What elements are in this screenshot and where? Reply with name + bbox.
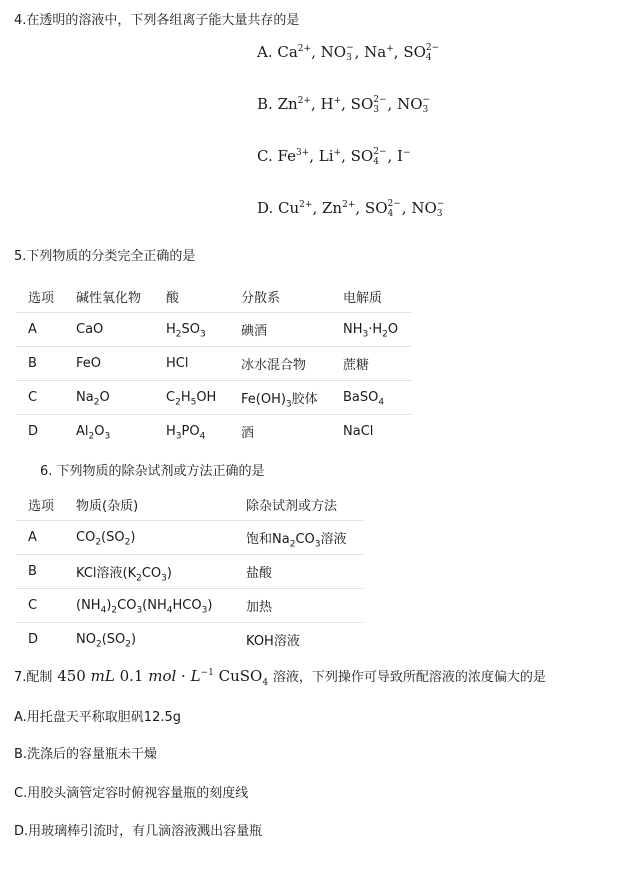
q6-table — [16, 488, 363, 656]
ion: H+ — [320, 95, 342, 113]
q4-option-a: A. $Ca^{2+}$, NO − 3 , Na+, SO 2− 4 — [257, 43, 440, 63]
table-cell: C — [16, 381, 64, 415]
table-row — [16, 589, 363, 623]
q7-solute-sub: 4 — [262, 678, 269, 688]
option-letter: C. — [257, 147, 278, 165]
q7-conc: 0.1 — [119, 667, 144, 685]
table-row — [16, 347, 412, 381]
table-cell: $Al_2O_3$ — [76, 424, 111, 442]
q5-stem: 5.下列物质的分类完全正确的是 — [14, 249, 196, 264]
q4-option-b: B. $Zn^{2+}$, H+, SO 2− 3 , NO − 3 — [257, 95, 431, 115]
q5-table — [16, 280, 412, 448]
table-cell: A — [16, 521, 64, 555]
q7-option-d: D.用玻璃棒引流时，有几滴溶液溅出容量瓶 — [14, 824, 263, 839]
ion: SO 2− 4 — [364, 199, 401, 219]
table-cell: KOH溶液 — [246, 634, 300, 649]
q7-prefix: 7.配制 — [14, 670, 53, 685]
table-cell: 蔗糖 — [331, 347, 412, 381]
ion: $Ca^{2+}$ — [277, 43, 312, 61]
option-letter: A. — [257, 43, 278, 61]
ion: SO 2− 4 — [403, 43, 440, 63]
table-row — [16, 521, 363, 555]
ion: $Zn^{2+}$ — [322, 199, 356, 217]
table-cell: $H_3PO_4$ — [166, 424, 206, 442]
q7-conc-unit-l: L — [190, 667, 201, 685]
q4-option-d: D. $Cu^{2+}$, $Zn^{2+}$, SO 2− 4 , NO − 3 — [257, 199, 445, 219]
table-cell: D — [28, 424, 39, 439]
table-cell: D — [28, 632, 39, 647]
table-row — [16, 381, 412, 415]
table-cell: FeO — [64, 347, 154, 381]
ion: Na+ — [364, 43, 394, 61]
table-row — [16, 555, 363, 589]
table-cell: $Fe(OH)_3$胶体 — [229, 381, 331, 415]
table-cell: 加热 — [234, 589, 363, 623]
column-header: 选项 — [16, 488, 64, 521]
table-cell: 冰水混合物 — [229, 347, 331, 381]
table-cell: $CO_2(SO_2)$ — [64, 521, 234, 555]
q7-conc-unit-exp: −1 — [200, 668, 214, 678]
ion: SO 2− 3 — [350, 95, 387, 115]
column-header: 除杂试剂或方法 — [234, 488, 363, 521]
table-cell: $(NH_4)_2CO_3(NH_4HCO_3)$ — [64, 589, 234, 623]
option-letter: D. — [257, 199, 279, 217]
column-header: 分散系 — [229, 280, 331, 313]
column-header: 酸 — [154, 280, 229, 313]
table-cell: KCl溶液$(K_2CO_3)$ — [64, 555, 234, 589]
q7-conc-unit-mol: mol — [148, 667, 177, 685]
table-cell: 碘酒 — [229, 313, 331, 347]
table-row — [16, 415, 412, 449]
q4-option-c: C. $Fe^{3+}$, Li+, SO 2− 4 , I− — [257, 147, 411, 167]
table-cell: C — [16, 589, 64, 623]
q7-solute: CuSO — [218, 667, 263, 685]
option-letter: B. — [257, 95, 278, 113]
q7-stem: 7.配制 450 mL 0.1 mol · $L^{-1}$ CuSO$_4$ 溶液，下列操作可导致所配溶液的浓度偏大的是 — [14, 667, 546, 688]
table-cell: $NH_3\cdot H_2O$ — [331, 313, 412, 347]
q7-option-b: B.洗涤后的容量瓶未干燥 — [14, 747, 158, 762]
column-header: 选项 — [16, 280, 64, 313]
q5-header-row — [16, 280, 412, 313]
table-cell: $Na_2O$ — [64, 381, 154, 415]
table-cell: 盐酸 — [234, 555, 363, 589]
ion: SO 2− 4 — [350, 147, 387, 167]
table-cell: 饱和$Na_2CO_3$溶液 — [234, 521, 363, 555]
table-cell: NaCl — [343, 424, 374, 439]
table-cell: A — [16, 313, 64, 347]
q6-stem: 6. 下列物质的除杂试剂或方法正确的是 — [40, 464, 265, 479]
table-cell: $H_2SO_3$ — [154, 313, 229, 347]
ion: NO − 3 — [397, 95, 431, 115]
table-cell: B — [16, 555, 64, 589]
q7-suffix: 溶液，下列操作可导致所配溶液的浓度偏大的是 — [272, 670, 546, 685]
table-cell: $NO_2(SO_2)$ — [76, 632, 137, 650]
ion: $Fe^{3+}$ — [277, 147, 310, 165]
table-cell: BaSO$_4$ — [331, 381, 412, 415]
ion: NO − 3 — [411, 199, 445, 219]
q4-stem: 4.在透明的溶液中，下列各组离子能大量共存的是 — [14, 13, 300, 28]
ion: $Zn^{2+}$ — [277, 95, 311, 113]
table-row — [16, 623, 363, 657]
column-header: 电解质 — [331, 280, 412, 313]
column-header: 碱性氧化物 — [64, 280, 154, 313]
table-cell: $C_2H_5OH$ — [154, 381, 229, 415]
table-cell: HCl — [154, 347, 229, 381]
q6-header-row — [16, 488, 363, 521]
q7-volume: 450 — [57, 667, 86, 685]
ion: I− — [397, 147, 411, 165]
ion: $Cu^{2+}$ — [278, 199, 313, 217]
table-row — [16, 313, 412, 347]
ion: NO − 3 — [320, 43, 354, 63]
q7-volume-unit: mL — [90, 667, 115, 685]
table-cell: CaO — [64, 313, 154, 347]
table-cell: 酒 — [241, 426, 255, 441]
column-header: 物质(杂质) — [64, 488, 234, 521]
ion: Li+ — [318, 147, 342, 165]
q7-option-c: C.用胶头滴管定容时俯视容量瓶的刻度线 — [14, 786, 249, 801]
q7-option-a: A.用托盘天平称取胆矾12.5g — [14, 710, 181, 725]
table-cell: B — [16, 347, 64, 381]
